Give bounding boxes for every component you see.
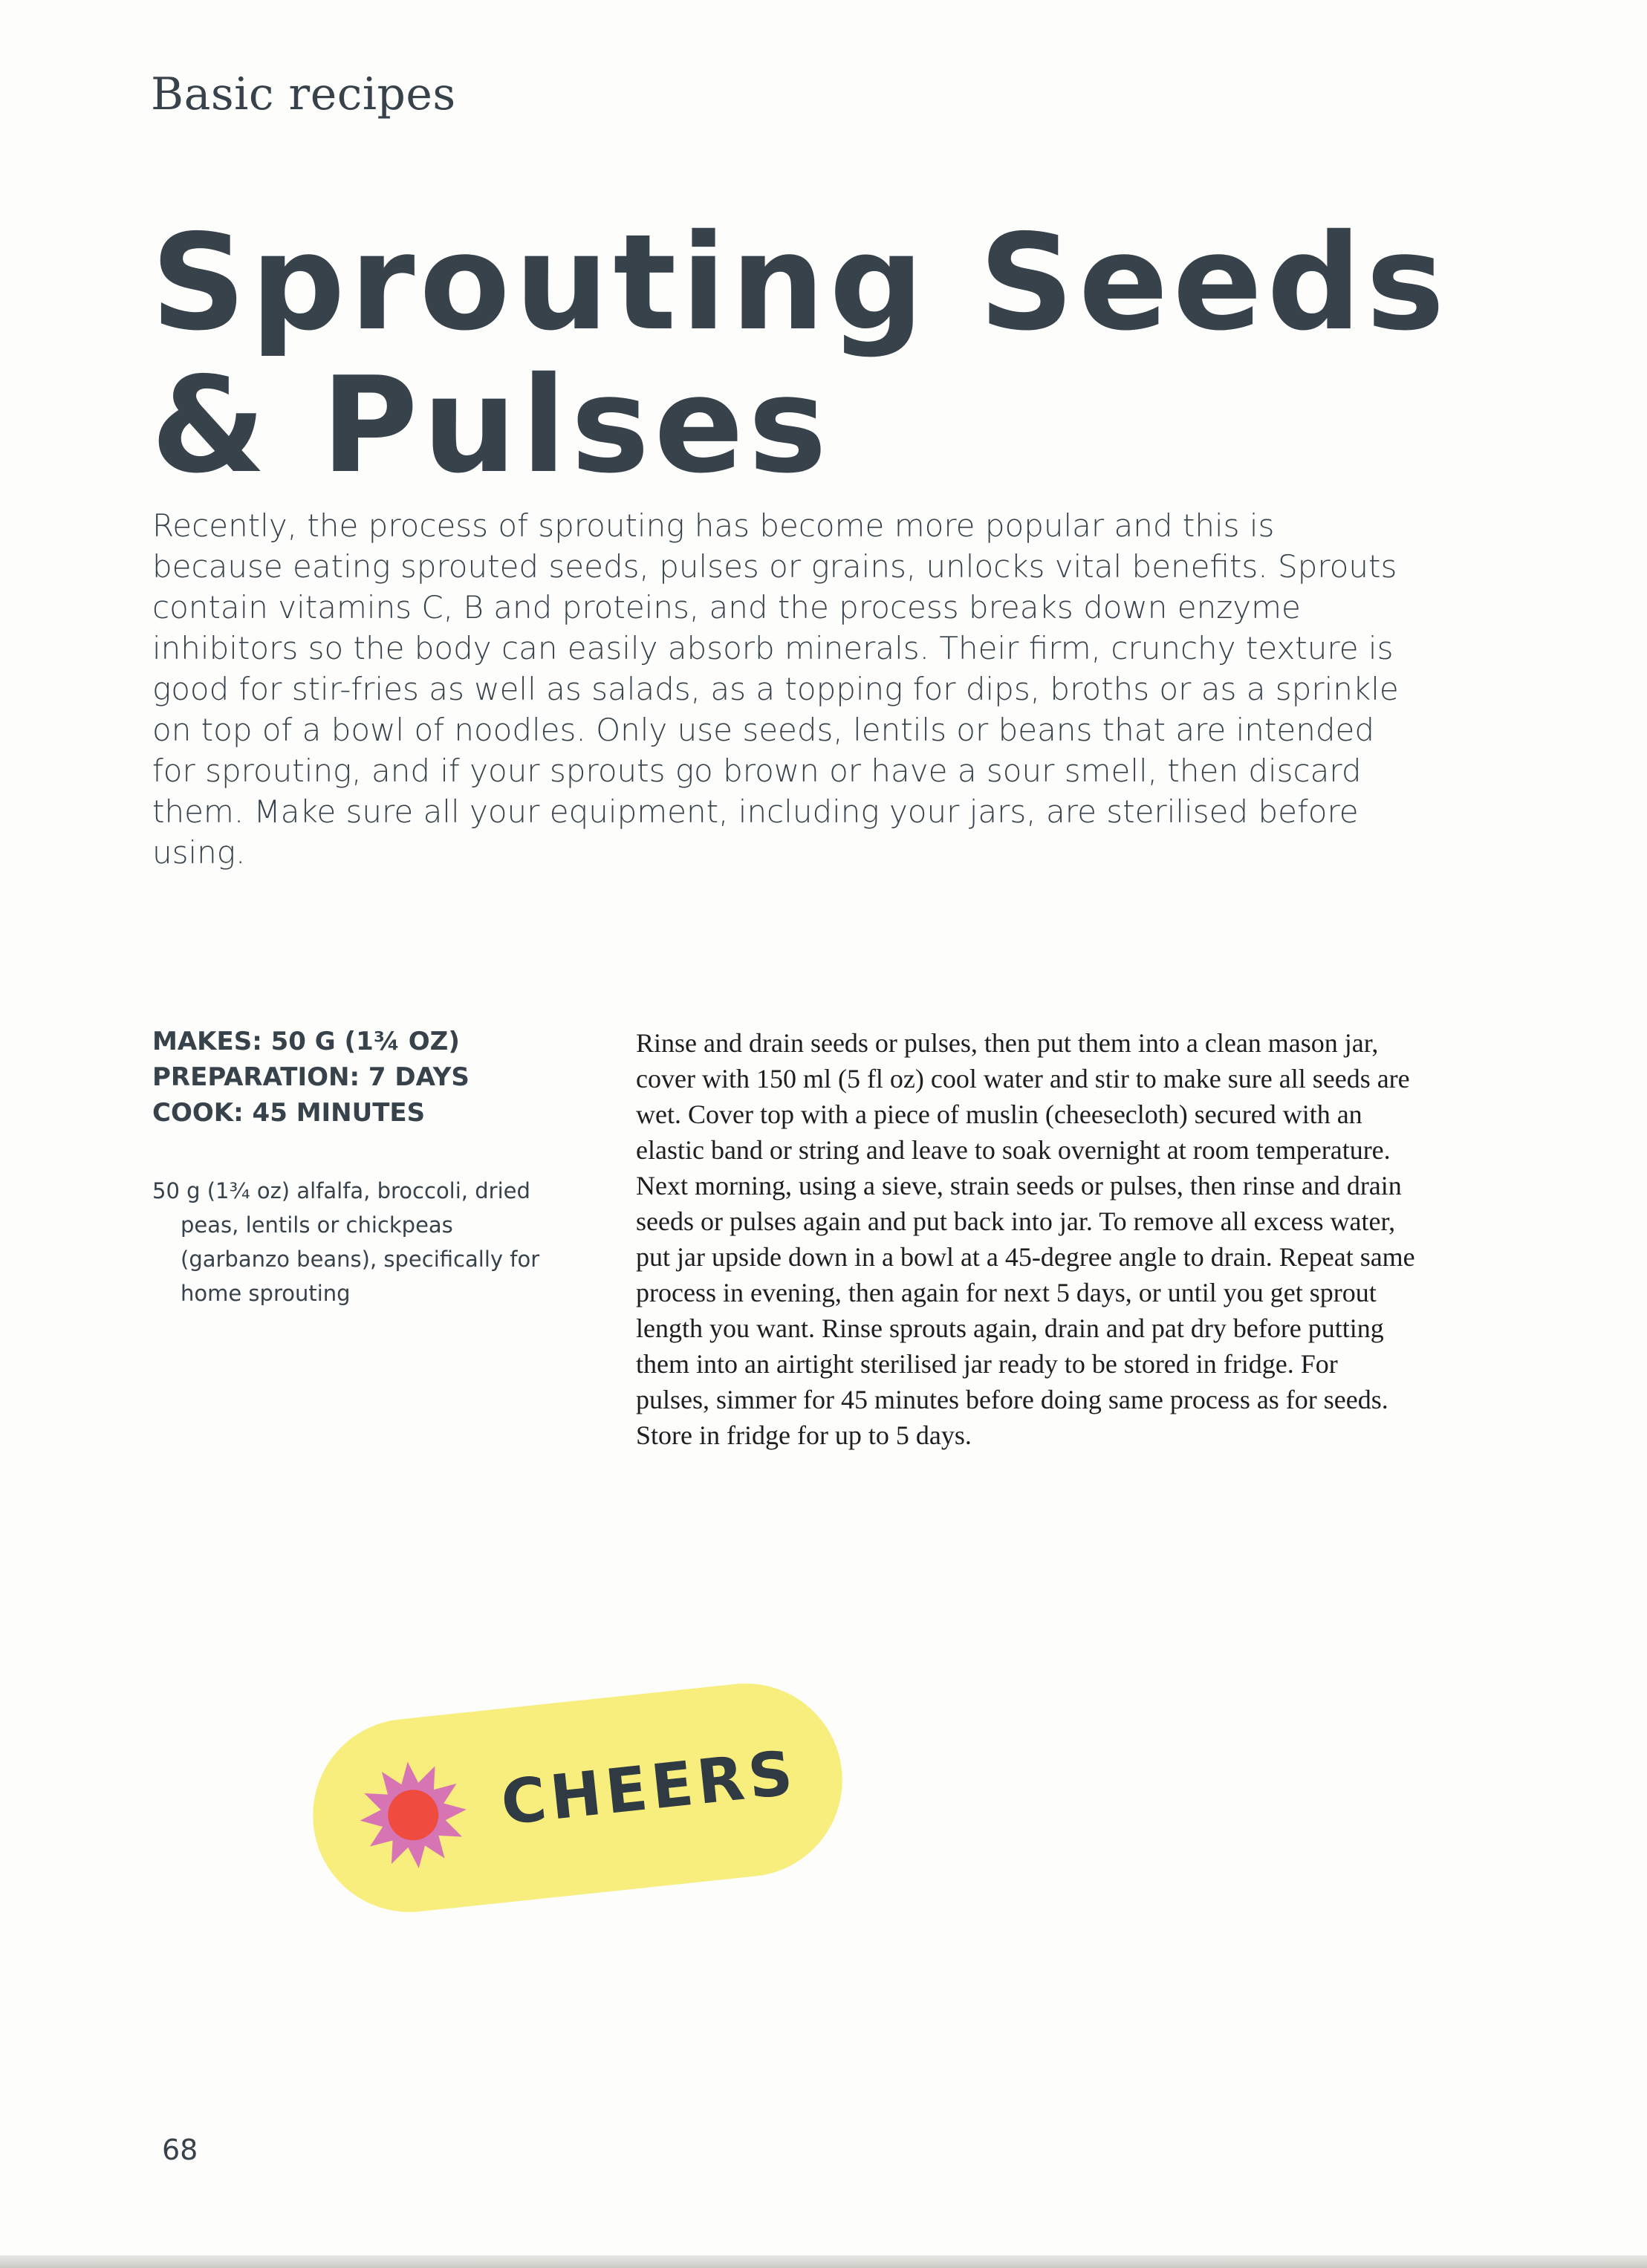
cheers-badge [303,1674,851,1921]
starburst-icon [337,1752,490,1878]
method-text: Rinse and drain seeds or pulses, then put them into a clean mason jar, cover with 150 ml (5 fl oz) cool water and stir to make sure all seeds are wet. Cover top with a piece of muslin (cheesecloth) secured with an elastic band or string and leave to soak overnight at room temperature. Next morning, using a sieve, strain seeds or pulses, then rinse and drain seeds or pulses again and put back into jar. To remove all excess water, put jar upside down in a bowl at a 45-degree angle to drain. Repeat same process in evening, then again for next 5 days, or until you get sprout length you want. Rinse sprouts again, drain and pat dry before putting them into an airtight sterilised jar ready to be stored in fridge. For pulses, simmer for 45 minutes before doing same process as for seeds. Store in fridge for up to 5 days. [636,1028,1415,1450]
title-line-1: Sprouting Seeds [151,206,1449,360]
cook-info: COOK: 45 MINUTES [152,1098,426,1128]
recipe-title [151,206,1562,502]
section-label: Basic recipes [151,68,456,120]
makes-info: MAKES: 50 G (1¾ OZ) [152,1027,460,1056]
ingredient-item: 50 g (1¾ oz) alfalfa, broccoli, dried peas, lentils or chickpeas (garbanzo beans), specifically for home sprouting [152,1178,540,1306]
recipe-meta [152,1024,628,1131]
intro-paragraph: Recently, the process of sprouting has become more popular and this is because eating sprouted seeds, pulses or grains, unlocks vital benefits. Sprouts contain vitamins C, B and proteins, and the process breaks down enzyme inhibitors so the body can easily absorb minerals. Their firm, crunchy texture is good for stir-fries as well as salads, as a topping for dips, broths or as a sprinkle on top of a bowl of noodles. Only use seeds, lentils or beans that are intended for sprouting, and if your sprouts go brown or have a sour smell, then discard them. Make sure all your equipment, including your jars, are sterilised before using. [152,507,1399,871]
page-edge [0,2255,1647,2268]
preparation-info: PREPARATION: 7 DAYS [152,1062,470,1092]
title-line-2: & Pulses [151,348,832,502]
badge-text: CHEERS [498,1738,801,1839]
page-number: 68 [162,2134,198,2166]
